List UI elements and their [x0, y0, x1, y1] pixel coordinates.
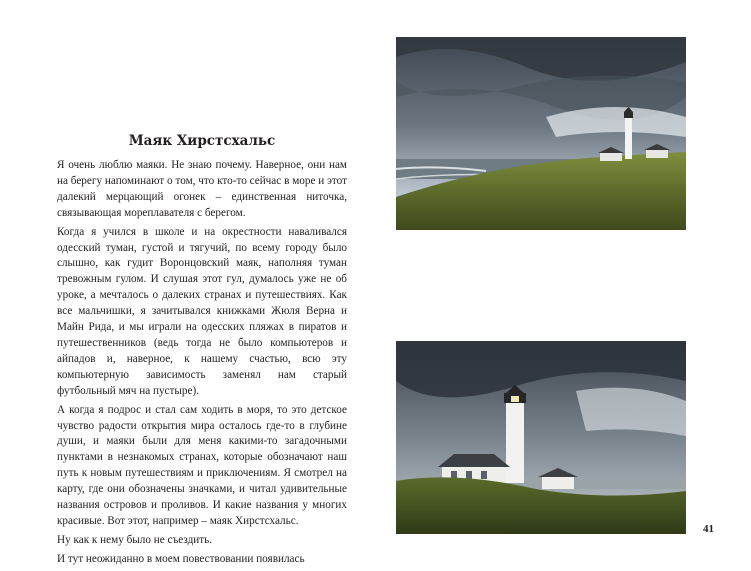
paragraph-2: Когда я учился в школе и на окрестности наваливался одесский туман, густой и тягучий, по всему городу было слышно, как гудит Воронцовский маяк, наполняя туман тревожным гулом. И слушая этот гул, думалось уже не об уроке, а мечталось о далеких странах и путешествиях. Как все мальчишки, я зачитывался книжками Жюля Верна и Майн Рида, и мы играли на одесских пляжах в пиратов и путешественников (ведь тогда не было компьютеров и айпадов и, наверное, к нашему счастью, всю эту компьютерную зависимость заменял нам старый футбольный мяч на пустыре). — [57, 225, 347, 397]
paragraph-4: Ну как к нему было не съездить. — [57, 533, 213, 546]
page-number: 41 — [703, 523, 714, 535]
paragraph-5: И тут неожиданно в моем повествовании появилась — [57, 552, 305, 565]
article-title: Маяк Хирстсхальс — [128, 133, 276, 149]
lighthouse-photo-dunes — [396, 37, 686, 230]
text-column — [57, 133, 347, 571]
lighthouse-photo-houses — [396, 341, 686, 534]
paragraph-3: А когда я подрос и стал сам ходить в моря, то это детское чувство радости открытия мира осталось где-то в глубине души, и маяки были для меня какими-то загадочными пунктами в незнакомых странах, которые обозначают наш путь к новым путешествиям и приключениям. Я смотрел на карту, где они обозначены значками, и читал удивительные названия островов и проливов. И какие названия у многих красивые. Вот этот, например – маяк Хирстсхальс. — [57, 403, 347, 527]
paragraph-1: Я очень люблю маяки. Не знаю почему. Наверное, они нам на берегу напоминают о том, что кто-то сейчас в море и этот далекий мерцающий огонек – единственная ниточка, связывающая мореплавателя с берегом. — [57, 159, 347, 219]
